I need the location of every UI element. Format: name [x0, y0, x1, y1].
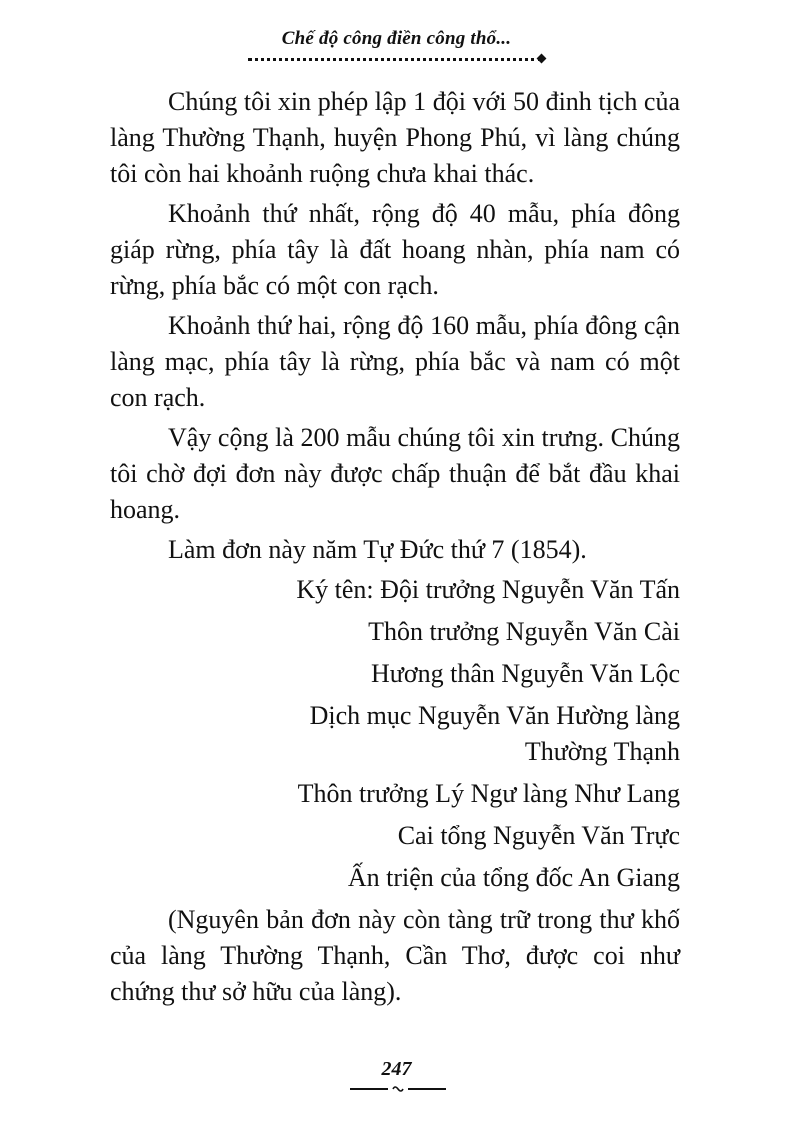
footer-flourish-icon — [392, 1084, 404, 1094]
page-number: 247 — [381, 1058, 412, 1080]
page-footer — [0, 1058, 793, 1081]
running-title: Chế độ công điền công thổ... — [281, 28, 512, 49]
header-dotted-rule — [248, 58, 542, 61]
paragraph-request: Chúng tôi xin phép lập 1 đội với 50 đinh tịch của làng Thường Thạnh, huyện Phong Phú, vì làng chúng tôi còn hai khoảnh ruộng chưa khai thác. — [110, 87, 680, 188]
footer-rule-left — [350, 1088, 388, 1090]
header-rule-end-ornament — [537, 54, 547, 64]
paragraph-second-plot: Khoảnh thứ hai, rộng độ 160 mẫu, phía đông cận làng mạc, phía tây là rừng, phía bắc và nam có một con rạch. — [110, 311, 680, 412]
signature-line: Hương thân Nguyễn Văn Lộc — [371, 659, 680, 688]
footer-rule-right — [408, 1088, 446, 1090]
signature-line: Ký tên: Đội trưởng Nguyễn Văn Tấn — [296, 575, 680, 604]
date-line: Làm đơn này năm Tự Đức thứ 7 (1854). — [168, 535, 587, 564]
signature-line: Thôn trưởng Nguyễn Văn Cài — [368, 617, 680, 646]
signature-line: Dịch mục Nguyễn Văn Hường làng — [309, 701, 680, 730]
body-text — [110, 84, 680, 1010]
signature-line: Thôn trưởng Lý Ngư làng Như Lang — [297, 779, 680, 808]
signature-block — [110, 572, 680, 896]
signature-line: Cai tổng Nguyễn Văn Trực — [397, 821, 680, 850]
archival-note: (Nguyên bản đơn này còn tàng trữ trong thư khố của làng Thường Thạnh, Cần Thơ, được coi như chứng thư sở hữu của làng). — [110, 905, 680, 1006]
footer-ornament — [350, 1086, 446, 1092]
signature-line: Thường Thạnh — [524, 737, 680, 766]
paragraph-total: Vậy cộng là 200 mẫu chúng tôi xin trưng. Chúng tôi chờ đợi đơn này được chấp thuận để bắt đầu khai hoang. — [110, 423, 680, 524]
running-header — [0, 28, 793, 50]
signature-line: Ấn triện của tổng đốc An Giang — [347, 863, 680, 892]
paragraph-first-plot: Khoảnh thứ nhất, rộng độ 40 mẫu, phía đông giáp rừng, phía tây là đất hoang nhàn, phía nam có rừng, phía bắc có một con rạch. — [110, 199, 680, 300]
